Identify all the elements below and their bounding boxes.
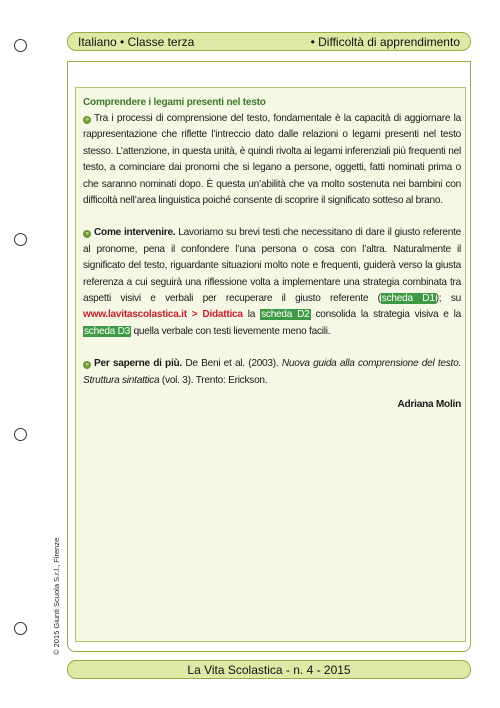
website-link[interactable]: www.lavitascolastica.it > Didattica [83, 309, 243, 321]
header-topic: • Difficoltà di apprendimento [310, 34, 460, 49]
binder-hole-2 [14, 233, 27, 246]
article [83, 95, 461, 414]
binder-hole-4 [14, 622, 27, 635]
copyright-notice: © 2015 Giunti Scuola S.r.l., Firenze [52, 537, 61, 655]
lead-references: Per saperne di più. [94, 358, 182, 370]
paragraph-intro: » Tra i processi di comprensione del testo, fondamentale è la capacità di aggiornare la rappresentazione che riflette l’intreccio dato dalle relazioni o legami presenti nel testo stesso. L’attenzione, in questa unità, è quindi rivolta ai legami inferenziali più frequenti nel testo, a cominciare dai pronomi che si legano a persone, oggetti, fatti nominati prima o che saranno nominati dopo. È questa un’abilità che va molto sostenuta nei bambini con difficoltà nell’area linguistica poiché consente di scoprire il significato sotteso al brano. [83, 113, 461, 207]
lead-how-to: Come intervenire. [94, 227, 176, 239]
paragraph-references: » Per saperne di più. De Beni et al. (2003). Nuova guida alla comprensione del testo. Struttura sintattica (vol. 3). Trento: Erickson. [83, 358, 462, 386]
footer-bar [67, 660, 471, 679]
bullet-icon: » [83, 116, 91, 124]
scheda-d3-tag: scheda D3 [84, 325, 131, 337]
author-name: Adriana Molin [397, 399, 461, 411]
scheda-d1-tag: scheda D1 [381, 293, 435, 305]
binder-hole-3 [14, 428, 27, 441]
reference-title: Nuova guida alla comprensione del testo. Struttura sintattica [83, 358, 462, 386]
article-title: Comprendere i legami presenti nel testo [83, 97, 266, 108]
bullet-icon: » [83, 230, 91, 238]
header-bar [67, 32, 471, 51]
header-subject: Italiano • Classe terza [78, 34, 195, 49]
binder-hole-1 [14, 39, 27, 52]
bullet-icon: » [83, 361, 91, 369]
scheda-d2-tag: scheda D2 [261, 309, 310, 321]
footer-issue: La Vita Scolastica - n. 4 - 2015 [187, 662, 351, 677]
paragraph-how-to: » Come intervenire. Lavoriamo su brevi testi che necessitano di dare il giusto referente al pronome, pena il confondere l’una persona o cosa con l’altra. Naturalmente il significato del testo, riguardante situazioni molto note e frequenti, guiderà verso la giusta referenza a cui seguirà una riflessione volta a implementare una strategia combinata tra aspetti visivi e verbali per recuperare il giusto referente (scheda D1); su www.lavitascolastica.it > Didattica la scheda D2 consolida la strategia visiva e la scheda D3 quella verbale con testi lievemente meno facili. [83, 227, 461, 337]
